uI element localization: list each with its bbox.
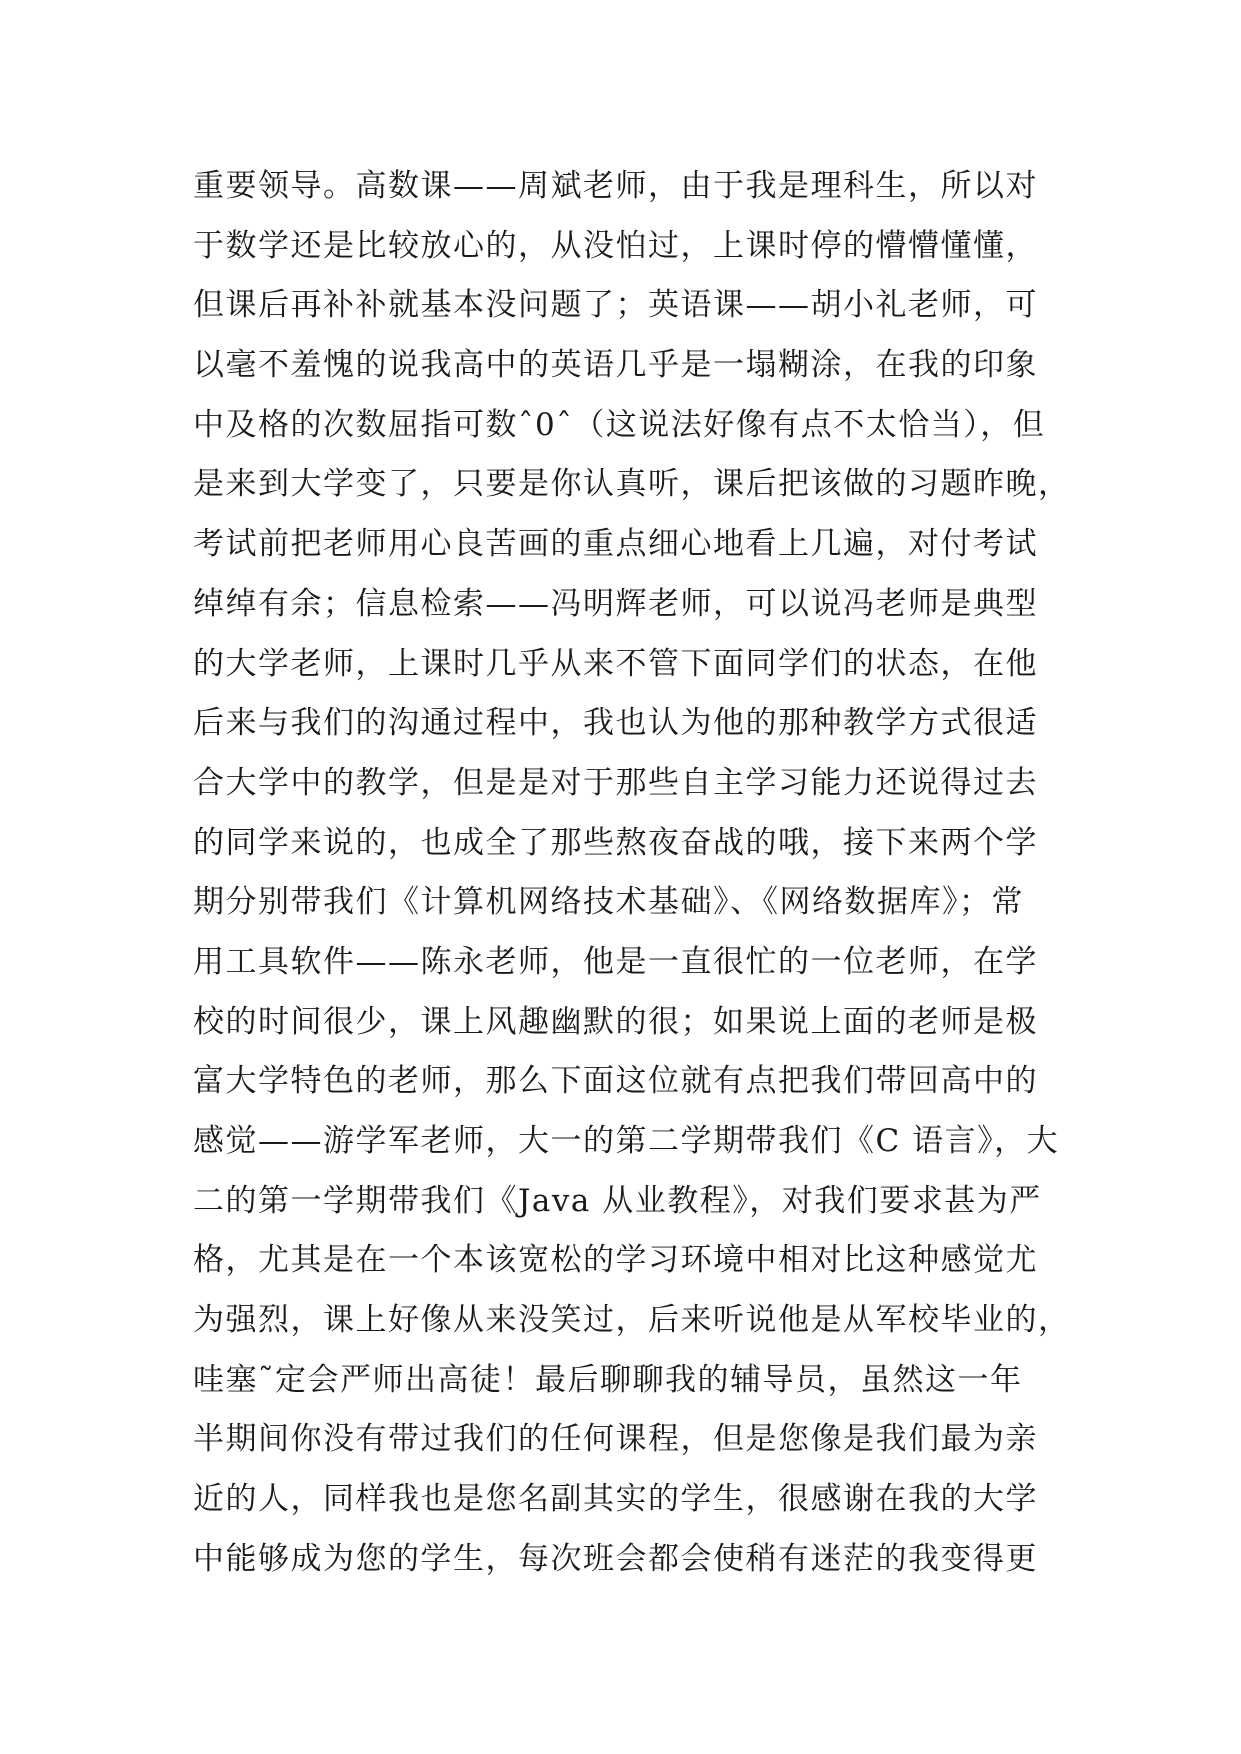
text-line: 但课后再补补就基本没问题了；英语课——胡小礼老师，可 bbox=[193, 287, 1038, 324]
text-line: 的同学来说的，也成全了那些熬夜奋战的哦，接下来两个学 bbox=[193, 824, 1038, 861]
text-line: 期分别带我们《计算机网络技术基础》、《网络数据库》；常 bbox=[193, 884, 1024, 921]
text-line: 于数学还是比较放心的，从没怕过，上课时停的懵懵懂懂， bbox=[193, 227, 1038, 264]
text-line: 近的人，同样我也是您名副其实的学生，很感谢在我的大学 bbox=[193, 1481, 1038, 1518]
text-line: 是来到大学变了，只要是你认真听，课后把该做的习题昨晚， bbox=[193, 466, 1071, 503]
text-line: 中及格的次数屈指可数ˆ0ˆ（这说法好像有点不太恰当），但 bbox=[193, 406, 1046, 443]
text-line: 富大学特色的老师，那么下面这位就有点把我们带回高中的 bbox=[193, 1063, 1038, 1100]
text-line: 中能够成为您的学生，每次班会都会使稍有迷茫的我变得更 bbox=[193, 1540, 1038, 1577]
text-line: 考试前把老师用心良苦画的重点细心地看上几遍，对付考试 bbox=[193, 526, 1038, 563]
text-line: 格，尤其是在一个本该宽松的学习环境中相对比这种感觉尤 bbox=[193, 1242, 1038, 1279]
text-line: 用工具软件——陈永老师，他是一直很忙的一位老师，在学 bbox=[193, 943, 1038, 980]
text-line: 感觉——游学军老师，大一的第二学期带我们《C 语言》，大 bbox=[193, 1123, 1060, 1159]
text-line: 的大学老师，上课时几乎从来不管下面同学们的状态，在他 bbox=[193, 645, 1038, 682]
text-line: 半期间你没有带过我们的任何课程，但是您像是我们最为亲 bbox=[193, 1421, 1038, 1458]
text-line: 合大学中的教学，但是是对于那些自主学习能力还说得过去 bbox=[193, 764, 1038, 801]
text-line: 校的时间很少，课上风趣幽默的很；如果说上面的老师是极 bbox=[193, 1003, 1038, 1040]
text-line: 二的第一学期带我们《Java 从业教程》，对我们要求甚为严 bbox=[193, 1182, 1042, 1219]
text-line: 重要领导。高数课——周斌老师，由于我是理科生，所以对 bbox=[193, 168, 1038, 204]
text-line: 哇塞˜定会严师出高徒！最后聊聊我的辅导员，虽然这一年 bbox=[193, 1361, 1023, 1398]
text-line: 绰绰有余；信息检索——冯明辉老师，可以说冯老师是典型 bbox=[193, 585, 1038, 622]
text-line: 为强烈，课上好像从来没笑过，后来听说他是从军校毕业的， bbox=[193, 1302, 1071, 1339]
text-line: 以毫不羞愧的说我高中的英语几乎是一塌糊涂，在我的印象 bbox=[193, 347, 1038, 384]
text-line: 后来与我们的沟通过程中，我也认为他的那种教学方式很适 bbox=[193, 705, 1038, 742]
body-text bbox=[193, 157, 1073, 1590]
